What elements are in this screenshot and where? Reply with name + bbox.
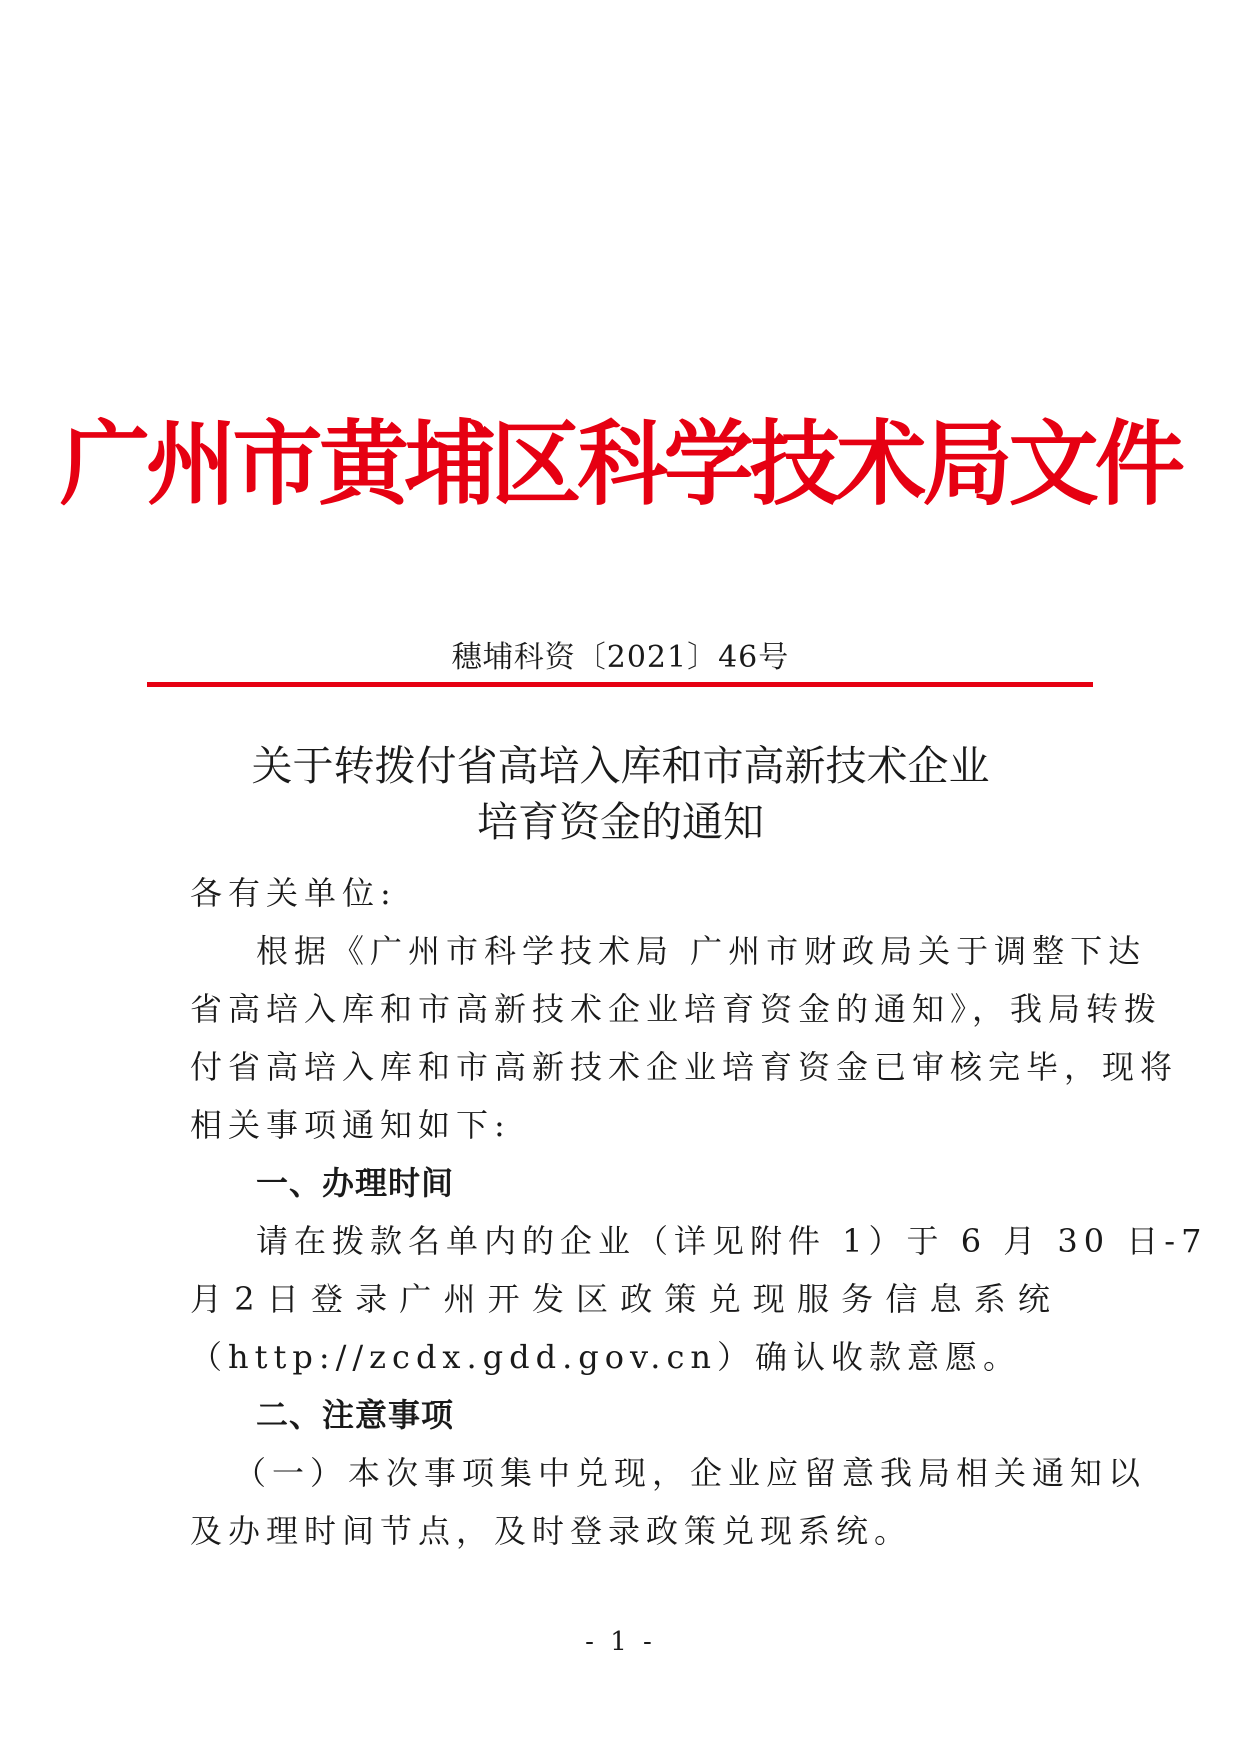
document-body xyxy=(190,864,1208,1560)
char: 开 xyxy=(487,1280,526,1318)
title-line-2: 培育资金的通知 xyxy=(477,798,764,846)
paragraph-1-line-2: 省高培入库和市高新技术企业培育资金的通知》，我局转拨 xyxy=(190,990,1163,1028)
section-2-item-1-line-2: 及办理时间节点，及时登录政策兑现系统。 xyxy=(190,1512,913,1550)
char: 信 xyxy=(885,1280,924,1318)
section-1-line-1: 请在拨款名单内的企业（详见附件 1）于 6 月 30 日-7 xyxy=(256,1222,1208,1260)
char: 系 xyxy=(973,1280,1012,1318)
char: 月 xyxy=(190,1280,229,1318)
char: 广 xyxy=(399,1280,438,1318)
page-number: - 1 - xyxy=(585,1627,656,1657)
char: 政 xyxy=(620,1280,659,1318)
paragraph-1-line-4: 相关事项通知如下: xyxy=(190,1106,511,1144)
section-1-line-3: （http://zcdx.gdd.gov.cn）确认收款意愿。 xyxy=(190,1338,1022,1376)
char: 区 xyxy=(576,1280,615,1318)
char: 发 xyxy=(531,1280,570,1318)
title-line-1: 关于转拨付省高培入库和市高新技术企业 xyxy=(251,742,990,790)
char: 2 xyxy=(234,1280,261,1318)
char: 务 xyxy=(841,1280,880,1318)
section-1-heading: 一、办理时间 xyxy=(256,1164,455,1202)
char: 兑 xyxy=(708,1280,747,1318)
document-number: 穗埔科资〔2021〕46号 xyxy=(451,640,790,675)
char: 登 xyxy=(310,1280,349,1318)
document-title xyxy=(0,738,1241,850)
char: 录 xyxy=(355,1280,394,1318)
char: 策 xyxy=(664,1280,703,1318)
section-1-line-2 xyxy=(190,1270,1056,1328)
paragraph-1-line-1: 根据《广州市科学技术局 广州市财政局关于调整下达 xyxy=(256,932,1147,970)
char: 日 xyxy=(266,1280,305,1318)
char: 息 xyxy=(929,1280,968,1318)
char: 服 xyxy=(796,1280,835,1318)
char: 州 xyxy=(443,1280,482,1318)
paragraph-1-line-3: 付省高培入库和市高新技术企业培育资金已审核完毕，现将 xyxy=(190,1048,1179,1086)
section-2-item-1-line-1: （一）本次事项集中兑现，企业应留意我局相关通知以 xyxy=(234,1454,1147,1492)
issuing-authority-header: 广州市黄埔区科学技术局文件 xyxy=(59,410,1182,518)
red-separator-line xyxy=(147,682,1093,687)
char: 统 xyxy=(1017,1280,1056,1318)
section-2-heading: 二、注意事项 xyxy=(256,1396,455,1434)
char: 现 xyxy=(752,1280,791,1318)
salutation: 各有关单位: xyxy=(190,874,397,912)
